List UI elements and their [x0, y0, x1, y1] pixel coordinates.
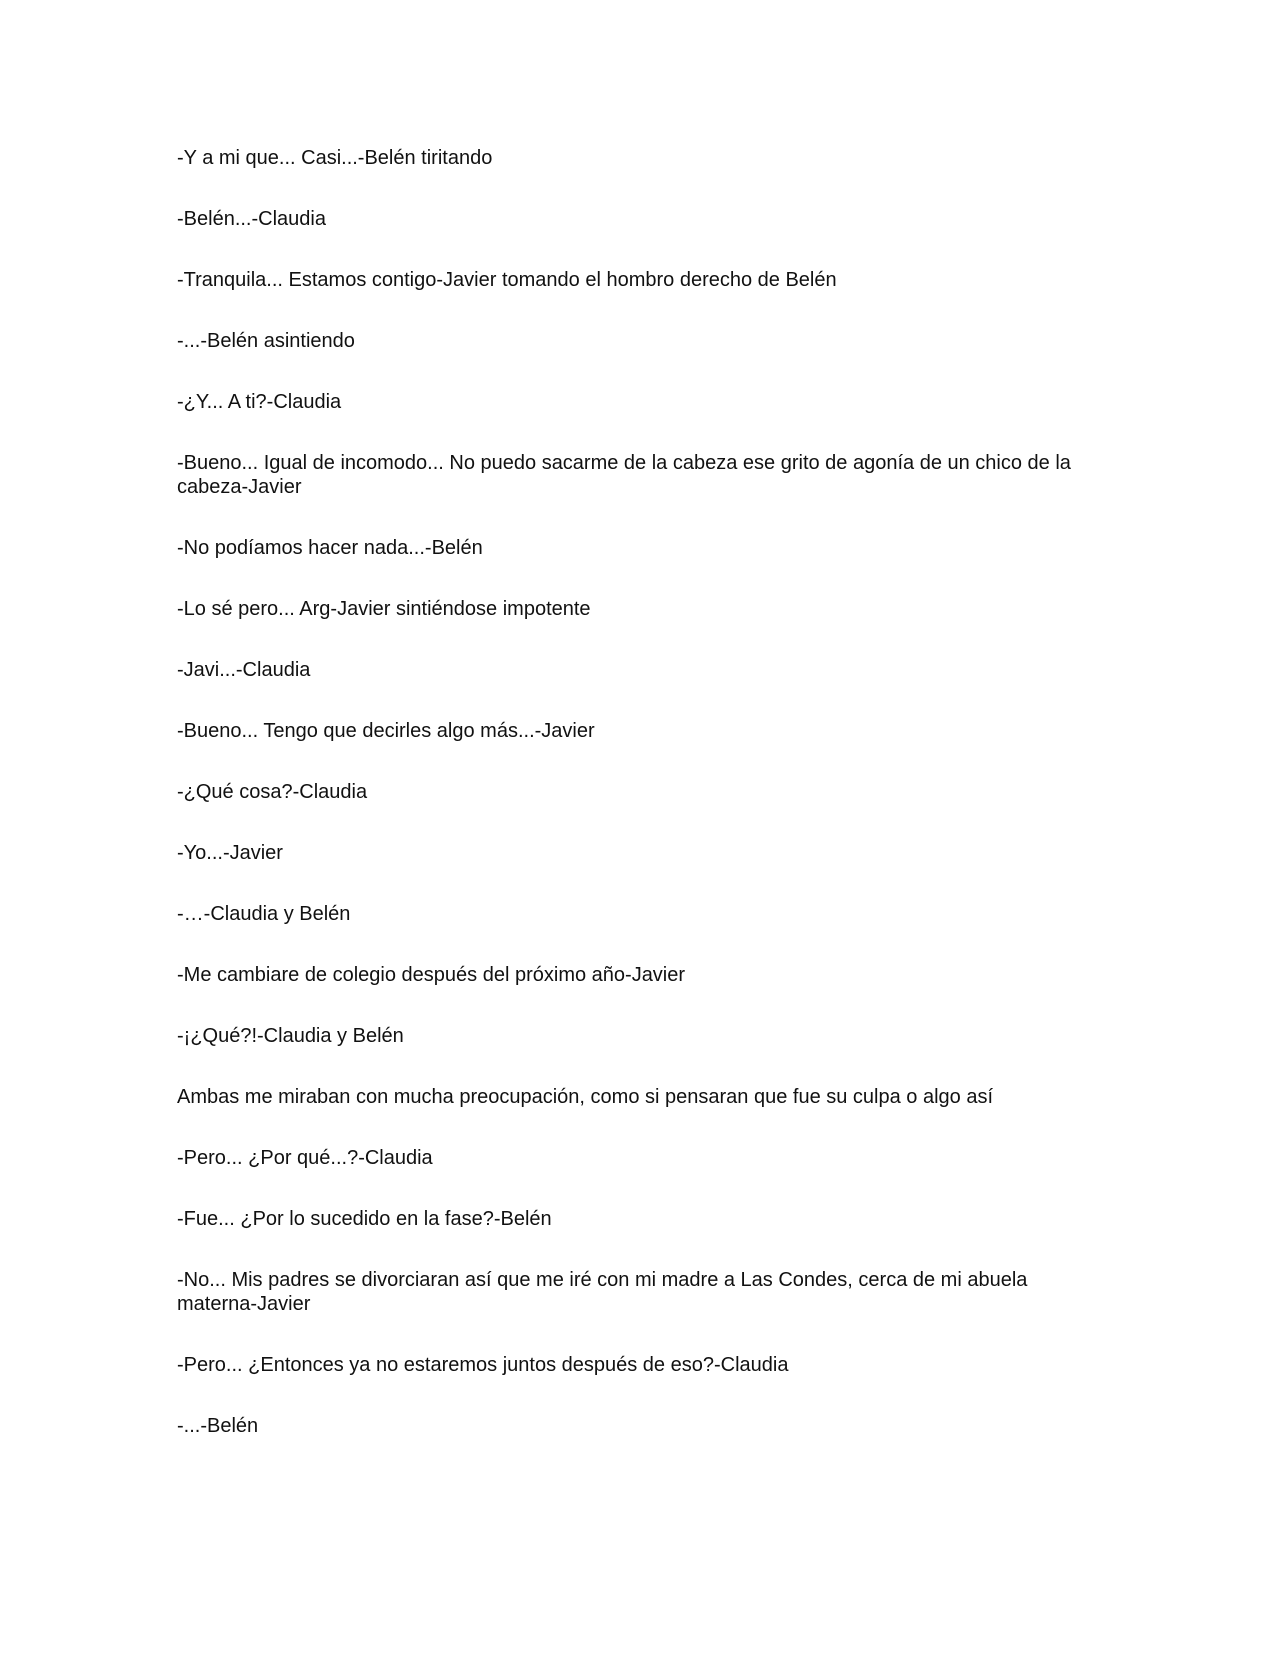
paragraph: -Pero... ¿Entonces ya no estaremos juntos después de eso?-Claudia: [177, 1354, 789, 1376]
document-body: [177, 146, 1097, 1475]
paragraph: -¡¿Qué?!-Claudia y Belén: [177, 1025, 404, 1047]
paragraph: -...-Belén: [177, 1415, 259, 1437]
paragraph: -Belén...-Claudia: [177, 208, 326, 230]
paragraph: -Bueno... Tengo que decirles algo más...-Javier: [177, 720, 595, 742]
paragraph: -…-Claudia y Belén: [177, 903, 351, 925]
paragraph: -Y a mi que... Casi...-Belén tiritando: [177, 147, 493, 169]
paragraph: -No... Mis padres se divorciaran así que me iré con mi madre a Las Condes, cerca de mi abuela materna-Javier: [177, 1269, 1028, 1315]
paragraph: -Bueno... Igual de incomodo... No puedo sacarme de la cabeza ese grito de agonía de un chico de la cabeza-Javier: [177, 452, 1071, 498]
paragraph: -...-Belén asintiendo: [177, 330, 355, 352]
paragraph: -Lo sé pero... Arg-Javier sintiéndose impotente: [177, 598, 591, 620]
paragraph: -¿Y... A ti?-Claudia: [177, 391, 342, 413]
paragraph: -No podíamos hacer nada...-Belén: [177, 537, 483, 559]
paragraph: -Tranquila... Estamos contigo-Javier tomando el hombro derecho de Belén: [177, 269, 837, 291]
paragraph: -Fue... ¿Por lo sucedido en la fase?-Belén: [177, 1208, 552, 1230]
paragraph: Ambas me miraban con mucha preocupación, como si pensaran que fue su culpa o algo así: [177, 1086, 994, 1108]
paragraph: -Javi...-Claudia: [177, 659, 311, 681]
paragraph: -¿Qué cosa?-Claudia: [177, 781, 368, 803]
paragraph: -Pero... ¿Por qué...?-Claudia: [177, 1147, 433, 1169]
paragraph: -Yo...-Javier: [177, 842, 283, 864]
paragraph: -Me cambiare de colegio después del próximo año-Javier: [177, 964, 686, 986]
